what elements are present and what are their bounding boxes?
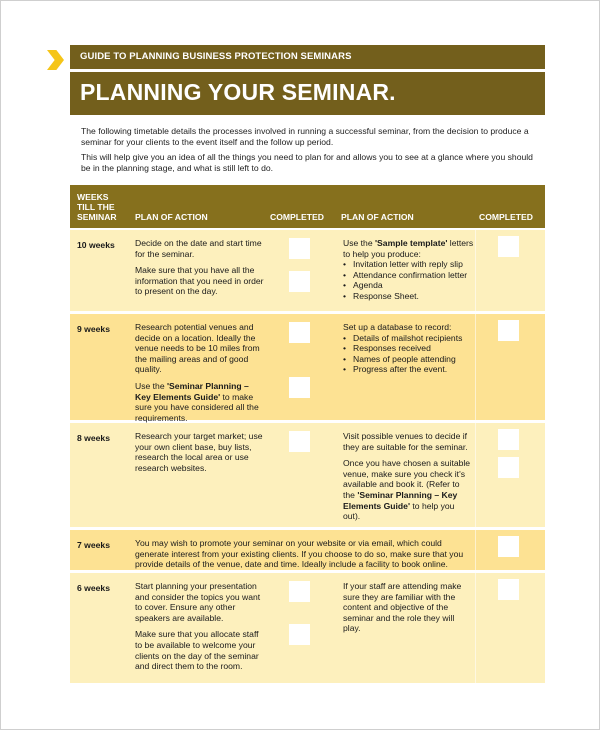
column-divider [475, 573, 476, 683]
list-item: • Response Sheet. [343, 291, 478, 302]
completed-checkbox[interactable] [498, 320, 519, 341]
table-header [70, 185, 545, 228]
weeks-label: 10 weeks [77, 240, 115, 250]
weeks-label: 7 weeks [77, 540, 110, 550]
text: to make sure you have considered all the requirements. [135, 391, 259, 423]
plan-cell-left [135, 581, 267, 678]
list-item: • Progress after the event. [343, 364, 478, 375]
table-row [70, 314, 545, 423]
action-text [135, 381, 263, 423]
bullet-list [343, 333, 478, 375]
completed-checkbox[interactable] [498, 457, 519, 478]
list-item: • Names of people attending [343, 354, 478, 365]
weeks-label: 6 weeks [77, 583, 110, 593]
action-text: Start planning your presentation and consider the topics you want to cover. Ensure any other speakers are available. [135, 581, 261, 623]
plan-cell-right [343, 431, 473, 528]
text: Use the [343, 238, 376, 248]
header-completed-1: COMPLETED [270, 212, 324, 222]
completed-checkbox[interactable] [498, 236, 519, 257]
table-row [70, 423, 545, 527]
weeks-label: 8 weeks [77, 433, 110, 443]
table-row [70, 573, 545, 683]
weeks-label: 9 weeks [77, 324, 110, 334]
column-divider [475, 423, 476, 527]
completed-checkbox[interactable] [289, 377, 310, 398]
action-text: Set up a database to record: [343, 322, 452, 332]
intro-paragraph-1: The following timetable details the processes involved in running a successful seminar, from the decision to produce a seminar for your clients to the event itself and the follow up period. [81, 126, 529, 147]
list-item: • Agenda [343, 280, 478, 291]
list-item: • Invitation letter with reply slip [343, 259, 478, 270]
completed-checkbox[interactable] [498, 536, 519, 557]
header-weeks-line: SEMINAR [77, 212, 117, 222]
completed-checkbox[interactable] [289, 431, 310, 452]
plan-cell-left [135, 238, 265, 303]
guide-reference: 'Seminar Planning – Key Elements Guide' [135, 380, 249, 402]
plan-cell-wide [135, 538, 465, 576]
template-reference: 'Sample template' [375, 238, 448, 248]
text: to help you out). [343, 500, 455, 522]
text: Once you have chosen a suitable venue, make sure you check it's available and book it. (Refer to the [343, 458, 471, 500]
header-completed-2: COMPLETED [479, 212, 533, 222]
page-title: PLANNING YOUR SEMINAR. [70, 72, 545, 115]
completed-checkbox[interactable] [498, 579, 519, 600]
list-item: • Attendance confirmation letter [343, 270, 478, 281]
header-weeks-line: TILL THE [77, 202, 115, 212]
plan-cell-left [135, 322, 263, 429]
completed-checkbox[interactable] [498, 429, 519, 450]
header-weeks [77, 192, 117, 222]
header-plan-of-action-2: PLAN OF ACTION [341, 212, 414, 222]
intro-text [81, 126, 541, 178]
completed-checkbox[interactable] [289, 271, 310, 292]
table-row [70, 530, 545, 570]
timetable [70, 185, 545, 683]
plan-cell-left [135, 431, 263, 479]
plan-cell-right [343, 238, 478, 302]
plan-cell-right [343, 322, 478, 375]
action-text: Research your target market; use your own client base, buy lists, research the local area or use research websites. [135, 431, 263, 473]
action-text: Make sure that you have all the information that you need in order to present on the day. [135, 265, 264, 297]
bullet-list [343, 259, 478, 301]
action-text: You may wish to promote your seminar on your website or via email, which could generate interest from your existing clients. If you choose to do so, make sure that you provide details of the venue, date and time. Ideally include a facility to book online. [135, 538, 464, 570]
guide-title-bar: GUIDE TO PLANNING BUSINESS PROTECTION SEMINARS [70, 45, 545, 69]
action-text [343, 458, 473, 522]
header-weeks-line: WEEKS [77, 192, 109, 202]
list-item: • Details of mailshot recipients [343, 333, 478, 344]
header-plan-of-action-1: PLAN OF ACTION [135, 212, 208, 222]
completed-checkbox[interactable] [289, 624, 310, 645]
guide-reference: 'Seminar Planning – Key Elements Guide' [343, 489, 458, 511]
completed-checkbox[interactable] [289, 581, 310, 602]
completed-checkbox[interactable] [289, 322, 310, 343]
completed-checkbox[interactable] [289, 238, 310, 259]
action-text: Decide on the date and start time for the seminar. [135, 238, 262, 259]
action-text: Make sure that you allocate staff to be available to welcome your clients on the day of the seminar and direct them to the room. [135, 629, 259, 672]
list-item: • Responses received [343, 343, 478, 354]
plan-cell-right [343, 581, 473, 640]
intro-paragraph-2: This will help give you an idea of all the things you need to plan for and allows you to see at a glance where you should be in the planning stage, and what is still left to do. [81, 152, 533, 173]
table-row [70, 230, 545, 311]
action-text [343, 238, 478, 259]
action-text: If your staff are attending make sure they are familiar with the content and objective of the seminar and the role they will play. [343, 581, 462, 634]
column-divider [475, 530, 476, 570]
action-text: Research potential venues and decide on a location. Ideally the venue needs to be 10 miles from the mailing areas and of good quality. [135, 322, 260, 375]
text: Use the [135, 380, 168, 391]
text: letters to help you produce: [343, 238, 474, 259]
action-text: Visit possible venues to decide if they are suitable for the seminar. [343, 431, 468, 452]
